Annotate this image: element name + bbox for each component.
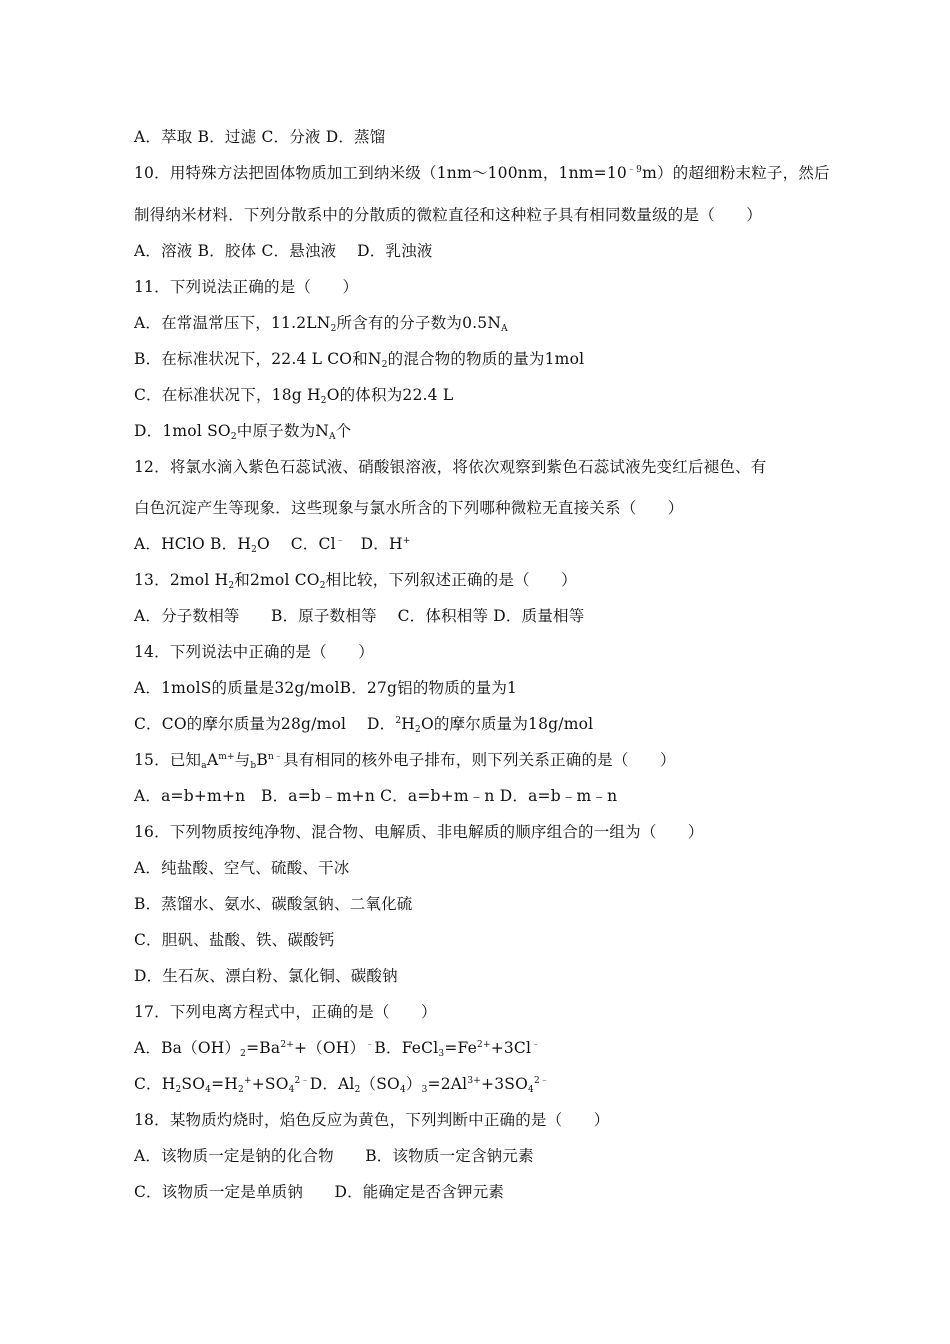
- q14-options-cd: C．CO的摩尔质量为28g/mol D．$^2H_2O$的摩尔质量为18g/mol: [134, 715, 594, 735]
- q16-stem: 16．下列物质按纯净物、混合物、电解质、非电解质的顺序组合的一组为（ ）: [134, 823, 704, 841]
- q13-options: A．分子数相等 B．原子数相等 C．体积相等 D．质量相等: [134, 607, 585, 625]
- q14-stem: 14．下列说法中正确的是（ ）: [134, 643, 374, 661]
- q12-options: A．HClO B．$H_2O$ C．Cl﹣ D．H+: [134, 535, 411, 555]
- q12-stem-line2: 白色沉淀产生等现象．这些现象与氯水所含的下列哪种微粒无直接关系（ ）: [134, 499, 684, 517]
- q15-options: A．a=b+m+n B．a=b﹣m+n C．a=b+m﹣n D．a=b﹣m﹣n: [134, 787, 618, 805]
- q16-option-a: A．纯盐酸、空气、硫酸、干冰: [134, 859, 350, 877]
- q10-stem-line1: 10．用特殊方法把固体物质加工到纳米级（1nm～100nm，$1nm=10^{﹣9}m$）的超细粉末粒子，然后: [134, 164, 830, 182]
- q18-options-cd: C．该物质一定是单质钠 D．能确定是否含钾元素: [134, 1183, 505, 1201]
- q16-option-b: B．蒸馏水、氨水、碳酸氢钠、二氧化硫: [134, 895, 413, 913]
- q14-options-ab: A．1molS的质量是32g/molB．27g铝的物质的量为1: [134, 679, 518, 697]
- q16-option-d: D．生石灰、漂白粉、氯化铜、碳酸钠: [134, 967, 398, 985]
- q18-stem: 18．某物质灼烧时，焰色反应为黄色，下列判断中正确的是（ ）: [134, 1111, 610, 1129]
- q17-stem: 17．下列电离方程式中，正确的是（ ）: [134, 1003, 437, 1021]
- q12-stem-line1: 12．将氯水滴入紫色石蕊试液、硝酸银溶液，将依次观察到紫色石蕊试液先变红后褪色、有: [134, 458, 767, 476]
- q11-stem: 11．下列说法正确的是（ ）: [134, 278, 359, 296]
- q15-stem: 15．已知$_aA^{m+}$与$_bB^{n﹣}$具有相同的核外电子排布，则下列关系正确的是（ ）: [134, 751, 676, 771]
- q11-option-d: D．1mol $SO_2$中原子数为$N_A$个: [134, 422, 352, 442]
- q18-options-ab: A．该物质一定是钠的化合物 B．该物质一定含钠元素: [134, 1147, 534, 1165]
- q10-options: A．溶液 B．胶体 C．悬浊液 D．乳浊液: [134, 242, 433, 260]
- q10-stem-line2: 制得纳米材料．下列分散系中的分散质的微粒直径和这种粒子具有相同数量级的是（ ）: [134, 206, 763, 224]
- q11-option-c: C．在标准状况下，18g $H_2O$的体积为22.4 L: [134, 386, 454, 406]
- q11-option-a: A．在常温常压下，$11.2LN_2$所含有的分子数为$0.5N_A$: [134, 314, 508, 334]
- q17-options-ab: A．$Ba(OH)_2=Ba^{2+}+(OH)^﹣B$．$FeCl_3=Fe^{2+}+3Cl^﹣$: [134, 1039, 541, 1059]
- q11-option-b: B．在标准状况下，22.4 L CO和$N_2$的混合物的物质的量为1mol: [134, 350, 585, 370]
- q9-options: A．萃取 B．过滤 C．分液 D．蒸馏: [134, 128, 386, 146]
- q16-option-c: C．胆矾、盐酸、铁、碳酸钙: [134, 931, 335, 949]
- q13-stem: 13．2mol $H_2$和2mol $CO_2$相比较，下列叙述正确的是（ ）: [134, 571, 577, 591]
- q17-options-cd: C．$H_2SO_4=H_2^++SO_4^{2﹣}D$．$Al_2(SO_4)_3=2Al^{3+}+3SO_4^{2﹣}$: [134, 1075, 550, 1095]
